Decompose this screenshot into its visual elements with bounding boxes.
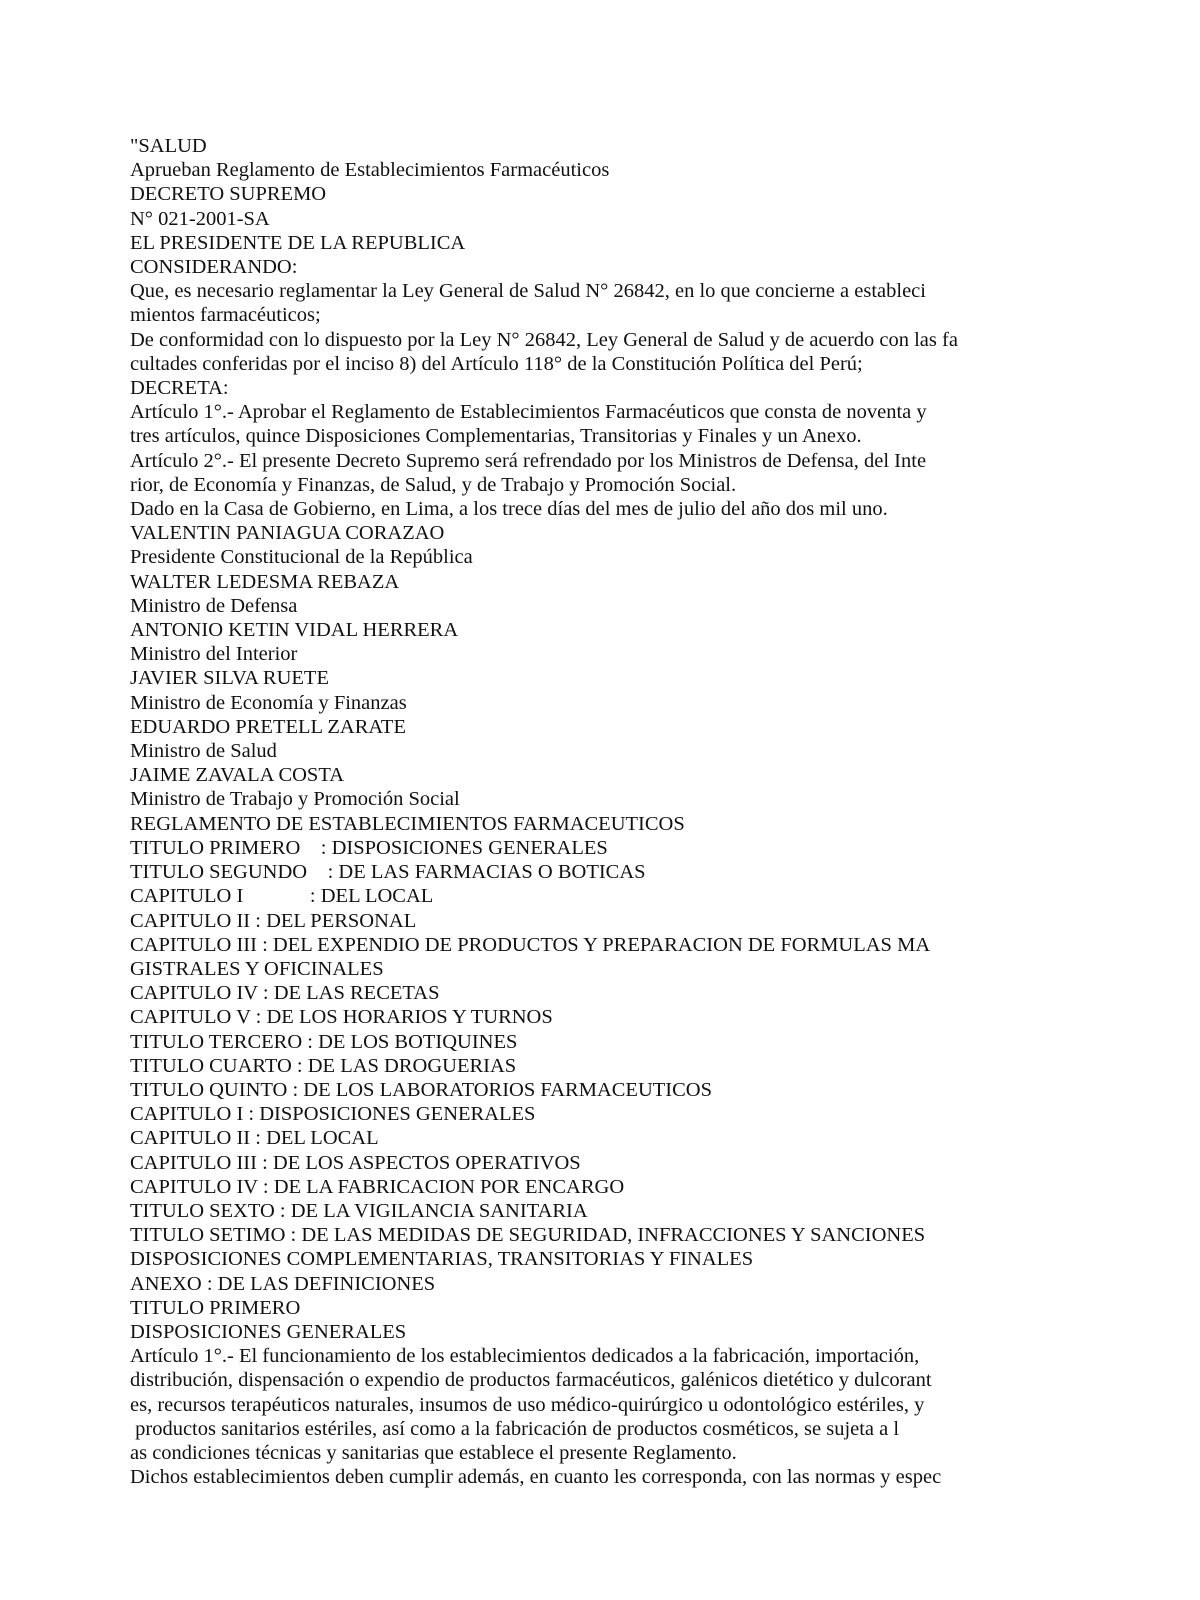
text-line: DECRETA: — [130, 377, 229, 400]
text-line: JAIME ZAVALA COSTA — [130, 764, 345, 787]
text-line: CAPITULO I : DEL LOCAL — [130, 885, 434, 908]
text-line: TITULO SEGUNDO : DE LAS FARMACIAS O BOTICAS — [130, 861, 646, 884]
text-line: Ministro de Trabajo y Promoción Social — [130, 788, 460, 811]
text-line: Que, es necesario reglamentar la Ley General de Salud N° 26842, en lo que concierne a estableci — [130, 280, 926, 303]
text-line: TITULO PRIMERO : DISPOSICIONES GENERALES — [130, 836, 608, 859]
text-line: CAPITULO II : DEL LOCAL — [130, 1127, 379, 1150]
text-line: De conformidad con lo dispuesto por la Ley N° 26842, Ley General de Salud y de acuerdo con las fa — [130, 328, 958, 351]
text-line: mientos farmacéuticos; — [130, 304, 321, 327]
text-line: TITULO TERCERO : DE LOS BOTIQUINES — [130, 1030, 518, 1053]
text-line: EDUARDO PRETELL ZARATE — [130, 715, 406, 738]
document-body — [130, 134, 1170, 1489]
text-line: productos sanitarios estériles, así como a la fabricación de productos cosméticos, se sujeta a l — [130, 1417, 900, 1440]
text-line: Aprueban Reglamento de Establecimientos Farmacéuticos — [130, 159, 610, 182]
text-line: REGLAMENTO DE ESTABLECIMIENTOS FARMACEUTICOS — [130, 812, 685, 835]
text-line: "SALUD — [130, 135, 207, 157]
text-line: TITULO SETIMO : DE LAS MEDIDAS DE SEGURIDAD, INFRACCIONES Y SANCIONES — [130, 1224, 926, 1247]
text-line: CAPITULO III : DEL EXPENDIO DE PRODUCTOS Y PREPARACION DE FORMULAS MA — [130, 933, 931, 956]
text-line: Dichos establecimientos deben cumplir además, en cuanto les corresponda, con las normas y espec — [130, 1466, 942, 1489]
text-line: as condiciones técnicas y sanitarias que establece el presente Reglamento. — [130, 1441, 737, 1464]
text-line: Artículo 1°.- Aprobar el Reglamento de Establecimientos Farmacéuticos que consta de noventa y — [130, 401, 927, 424]
text-line: CAPITULO IV : DE LAS RECETAS — [130, 982, 440, 1005]
text-line: Artículo 2°.- El presente Decreto Supremo será refrendado por los Ministros de Defensa, del Inte — [130, 449, 927, 472]
text-line: CAPITULO V : DE LOS HORARIOS Y TURNOS — [130, 1006, 553, 1029]
text-line: CAPITULO IV : DE LA FABRICACION POR ENCARGO — [130, 1175, 625, 1198]
text-line: Dado en la Casa de Gobierno, en Lima, a los trece días del mes de julio del año dos mil uno. — [130, 498, 888, 521]
text-line: CAPITULO III : DE LOS ASPECTOS OPERATIVOS — [130, 1151, 581, 1174]
text-line: Ministro del Interior — [130, 643, 298, 666]
text-line: Presidente Constitucional de la República — [130, 546, 473, 569]
text-line: TITULO PRIMERO — [130, 1296, 301, 1319]
text-line: N° 021-2001-SA — [130, 207, 270, 230]
text-line: DECRETO SUPREMO — [130, 183, 327, 206]
text-line: VALENTIN PANIAGUA CORAZAO — [130, 522, 445, 545]
text-line: EL PRESIDENTE DE LA REPUBLICA — [130, 231, 466, 254]
text-line: CAPITULO I : DISPOSICIONES GENERALES — [130, 1103, 536, 1126]
text-line: Ministro de Salud — [130, 740, 277, 763]
text-line: Ministro de Economía y Finanzas — [130, 691, 407, 714]
text-line: tres artículos, quince Disposiciones Complementarias, Transitorias y Finales y un Anexo. — [130, 425, 862, 448]
text-line: WALTER LEDESMA REBAZA — [130, 570, 400, 593]
text-line: TITULO SEXTO : DE LA VIGILANCIA SANITARIA — [130, 1199, 588, 1222]
text-line: ANEXO : DE LAS DEFINICIONES — [130, 1272, 436, 1295]
text-line: GISTRALES Y OFICINALES — [130, 957, 384, 980]
text-line: TITULO QUINTO : DE LOS LABORATORIOS FARMACEUTICOS — [130, 1078, 712, 1101]
text-line: ANTONIO KETIN VIDAL HERRERA — [130, 619, 459, 642]
text-line: DISPOSICIONES GENERALES — [130, 1320, 407, 1343]
text-line: es, recursos terapéuticos naturales, insumos de uso médico-quirúrgico u odontológico estériles, y — [130, 1393, 925, 1416]
text-line: Ministro de Defensa — [130, 594, 298, 617]
text-line: DISPOSICIONES COMPLEMENTARIAS, TRANSITORIAS Y FINALES — [130, 1248, 754, 1271]
text-line: TITULO CUARTO : DE LAS DROGUERIAS — [130, 1054, 517, 1077]
text-line: JAVIER SILVA RUETE — [130, 667, 329, 690]
text-line: distribución, dispensación o expendio de productos farmacéuticos, galénicos dietético y dulcorant — [130, 1369, 932, 1392]
text-line: CONSIDERANDO: — [130, 256, 298, 279]
text-line: rior, de Economía y Finanzas, de Salud, y de Trabajo y Promoción Social. — [130, 473, 737, 496]
text-line: Artículo 1°.- El funcionamiento de los establecimientos dedicados a la fabricación, importación, — [130, 1345, 920, 1368]
text-line: cultades conferidas por el inciso 8) del Artículo 118° de la Constitución Política del Perú; — [130, 352, 863, 375]
text-line: CAPITULO II : DEL PERSONAL — [130, 909, 417, 932]
